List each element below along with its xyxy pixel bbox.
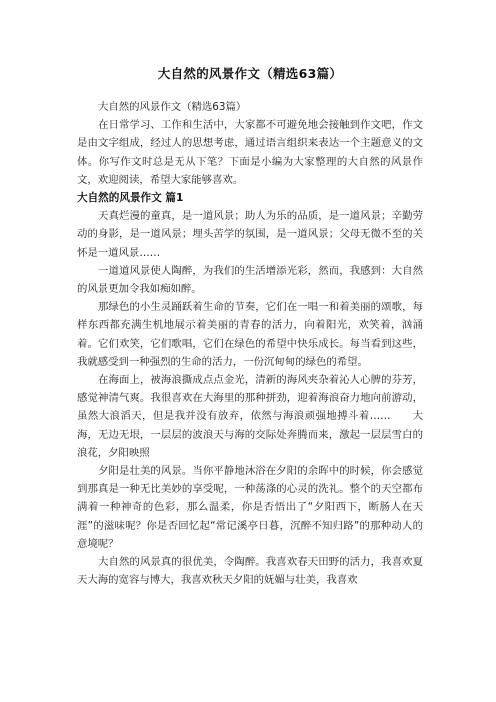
body-paragraph: 那绿色的小生灵踊跃着生命的节奏，它们在一唱一和着美丽的颂歌，每样东西都充满生机地展示着美丽的青春的活力，向着阳光，欢笑着，汹涌着。它们欢笑，它们歌唱，它们在绿色的希望中快乐成长。每当看到这些，我就感受到一种强烈的生命的活力，一份沉甸甸的绿色的希望。: [77, 301, 423, 368]
body-paragraph: 在海面上，被海浪撕成点点金光，清新的海风夹杂着沁人心脾的芬芳，感觉神清气爽。我很喜欢在大海里的那种拼劲，迎着海浪奋力地向前游动，虽然大浪滔天，但是我并没有放弃，依然与海浪顽强地搏斗着…… 大海，无边无垠，一层层的波浪天与海的交际处奔腾而来，激起一层层雪白的浪花，夕阳映照: [77, 374, 423, 459]
subtitle-paragraph: 大自然的风景作文（精选63篇）: [98, 101, 247, 113]
intro-paragraph: 在日常学习、工作和生活中，大家都不可避免地会接触到作文吧，作文是由文字组成，经过人的思想考虑，通过语言组织来表达一个主题意义的文体。你写作文时总是无从下笔？下面是小编为大家整理的大自然的风景作文，欢迎阅读，希望大家能够喜欢。: [77, 119, 423, 186]
body-paragraph: 夕阳是壮美的风景。当你平静地沐浴在夕阳的余晖中的时候，你会感觉到那真是一种无比美妙的享受呢，一种荡涤的心灵的洗礼。整个的天空都布满着一种神奇的色彩，那么温柔，你是否悟出了“夕阳西下，断肠人在天涯”的滋味呢？你是否回忆起“常记溪亭日暮，沉醉不知归路”的那种动人的意境呢？: [77, 465, 423, 550]
body-paragraph: 天真烂漫的童真，是一道风景；助人为乐的品质，是一道风景；辛勤劳动的身影，是一道风景；埋头苦学的氛围，是一道风景；父母无微不至的关怀是一道风景……: [77, 210, 423, 259]
document-title: 大自然的风景作文（精选63篇）: [157, 66, 343, 81]
body-paragraph: 大自然的风景真的很优美，令陶醉。我喜欢春天田野的活力，我喜欢夏天大海的宽容与博大，我喜欢秋天夕阳的妩媚与壮美，我喜欢: [77, 556, 423, 587]
section-heading: 大自然的风景作文 篇1: [77, 192, 184, 205]
body-paragraph: 一道道风景使人陶醉，为我们的生活增添光彩，然而，我感到：大自然的风景更加令我如痴如醉。: [77, 264, 423, 296]
